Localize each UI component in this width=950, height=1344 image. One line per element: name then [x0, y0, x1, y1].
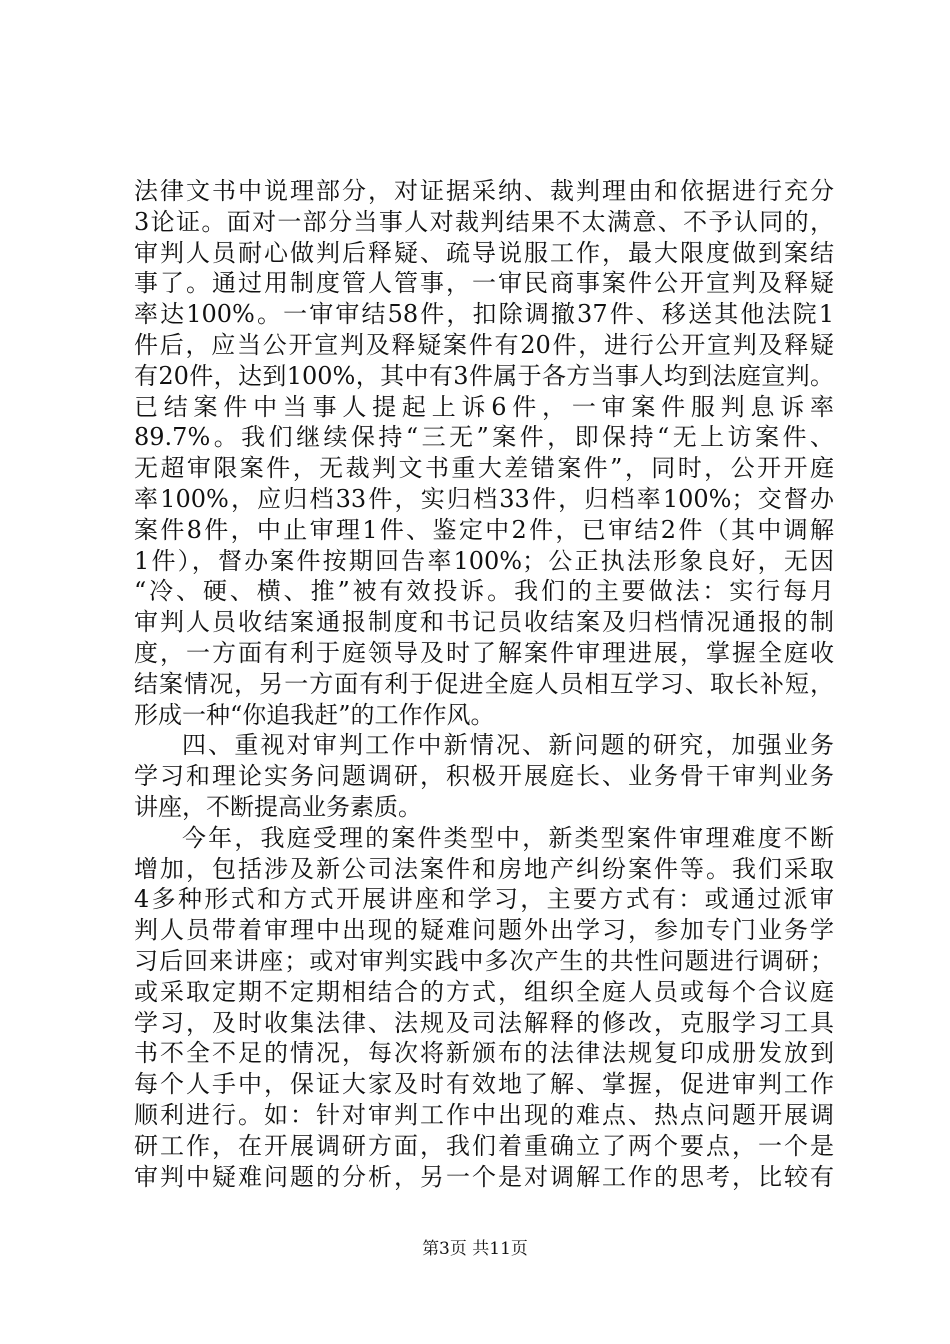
- text-line: 习后回来讲座；或对审判实践中多次产生的共性问题进行调研；: [134, 946, 834, 975]
- text-line: 89.7%。我们继续保持“三无”案件，即保持“无上访案件、: [134, 423, 834, 452]
- text-line: 今年，我庭受理的案件类型中，新类型案件审理难度不断: [182, 823, 834, 852]
- text-line: 结案情况，另一方面有利于促进全庭人员相互学习、取长补短，: [134, 669, 834, 698]
- text-line: 审判人员收结案通报制度和书记员收结案及归档情况通报的制: [134, 608, 834, 637]
- text-line: 判人员带着审理中出现的疑难问题外出学习，参加专门业务学: [134, 916, 834, 945]
- text-line: 3论证。面对一部分当事人对裁判结果不太满意、不予认同的，: [134, 207, 834, 236]
- text-line: 有20件，达到100%，其中有3件属于各方当事人均到法庭宣判。: [134, 361, 834, 390]
- text-line: 增加，包括涉及新公司法案件和房地产纠纷案件等。我们采取: [134, 854, 834, 883]
- section-heading-line: 四、重视对审判工作中新情况、新问题的研究，加强业务: [182, 731, 834, 760]
- text-line: 学习，及时收集法律、法规及司法解释的修改，克服学习工具: [134, 1008, 834, 1037]
- text-line: 顺利进行。如：针对审判工作中出现的难点、热点问题开展调: [134, 1100, 834, 1129]
- text-line: 形成一种“你追我赶”的工作作风。: [134, 700, 495, 729]
- text-line: 或采取定期不定期相结合的方式，组织全庭人员或每个合议庭: [134, 977, 834, 1006]
- text-line: 审判人员耐心做判后释疑、疏导说服工作，最大限度做到案结: [134, 238, 834, 267]
- text-line: 法律文书中说理部分，对证据采纳、裁判理由和依据进行充分: [134, 177, 834, 205]
- text-line: 书不全不足的情况，每次将新颁布的法律法规复印成册发放到: [134, 1039, 834, 1068]
- text-line: 研工作，在开展调研方面，我们着重确立了两个要点，一个是: [134, 1131, 834, 1160]
- text-line: 4多种形式和方式开展讲座和学习，主要方式有：或通过派审: [134, 885, 834, 914]
- text-line: “冷、硬、横、推”被有效投诉。我们的主要做法：实行每月: [134, 577, 834, 606]
- text-line: 件后，应当公开宣判及释疑案件有20件，进行公开宣判及释疑: [134, 330, 834, 359]
- page-number-footer: 第3页 共11页: [422, 1239, 528, 1259]
- text-line: 每个人手中，保证大家及时有效地了解、掌握，促进审判工作: [134, 1070, 834, 1099]
- document-body: [134, 176, 834, 1192]
- text-line: 1件），督办案件按期回告率100%；公正执法形象良好，无因: [134, 546, 834, 575]
- text-line: 率100%，应归档33件，实归档33件，归档率100%；交督办: [134, 484, 834, 513]
- text-line: 审判中疑难问题的分析，另一个是对调解工作的思考，比较有: [134, 1162, 834, 1191]
- text-line: 率达100%。一审审结58件，扣除调撤37件、移送其他法院1: [134, 300, 834, 329]
- text-line: 案件8件，中止审理1件、鉴定中2件，已审结2件（其中调解: [134, 515, 834, 544]
- text-line: 度，一方面有利于庭领导及时了解案件审理进展，掌握全庭收: [134, 638, 834, 667]
- section-heading-line: 学习和理论实务问题调研，积极开展庭长、业务骨干审判业务: [134, 762, 834, 791]
- text-line: 无超审限案件，无裁判文书重大差错案件”，同时，公开开庭: [134, 454, 834, 483]
- text-line: 事了。通过用制度管人管事，一审民商事案件公开宣判及释疑: [134, 269, 834, 298]
- text-line: 已结案件中当事人提起上诉6件，一审案件服判息诉率: [134, 392, 834, 421]
- section-heading-line: 讲座，不断提高业务素质。: [134, 792, 422, 821]
